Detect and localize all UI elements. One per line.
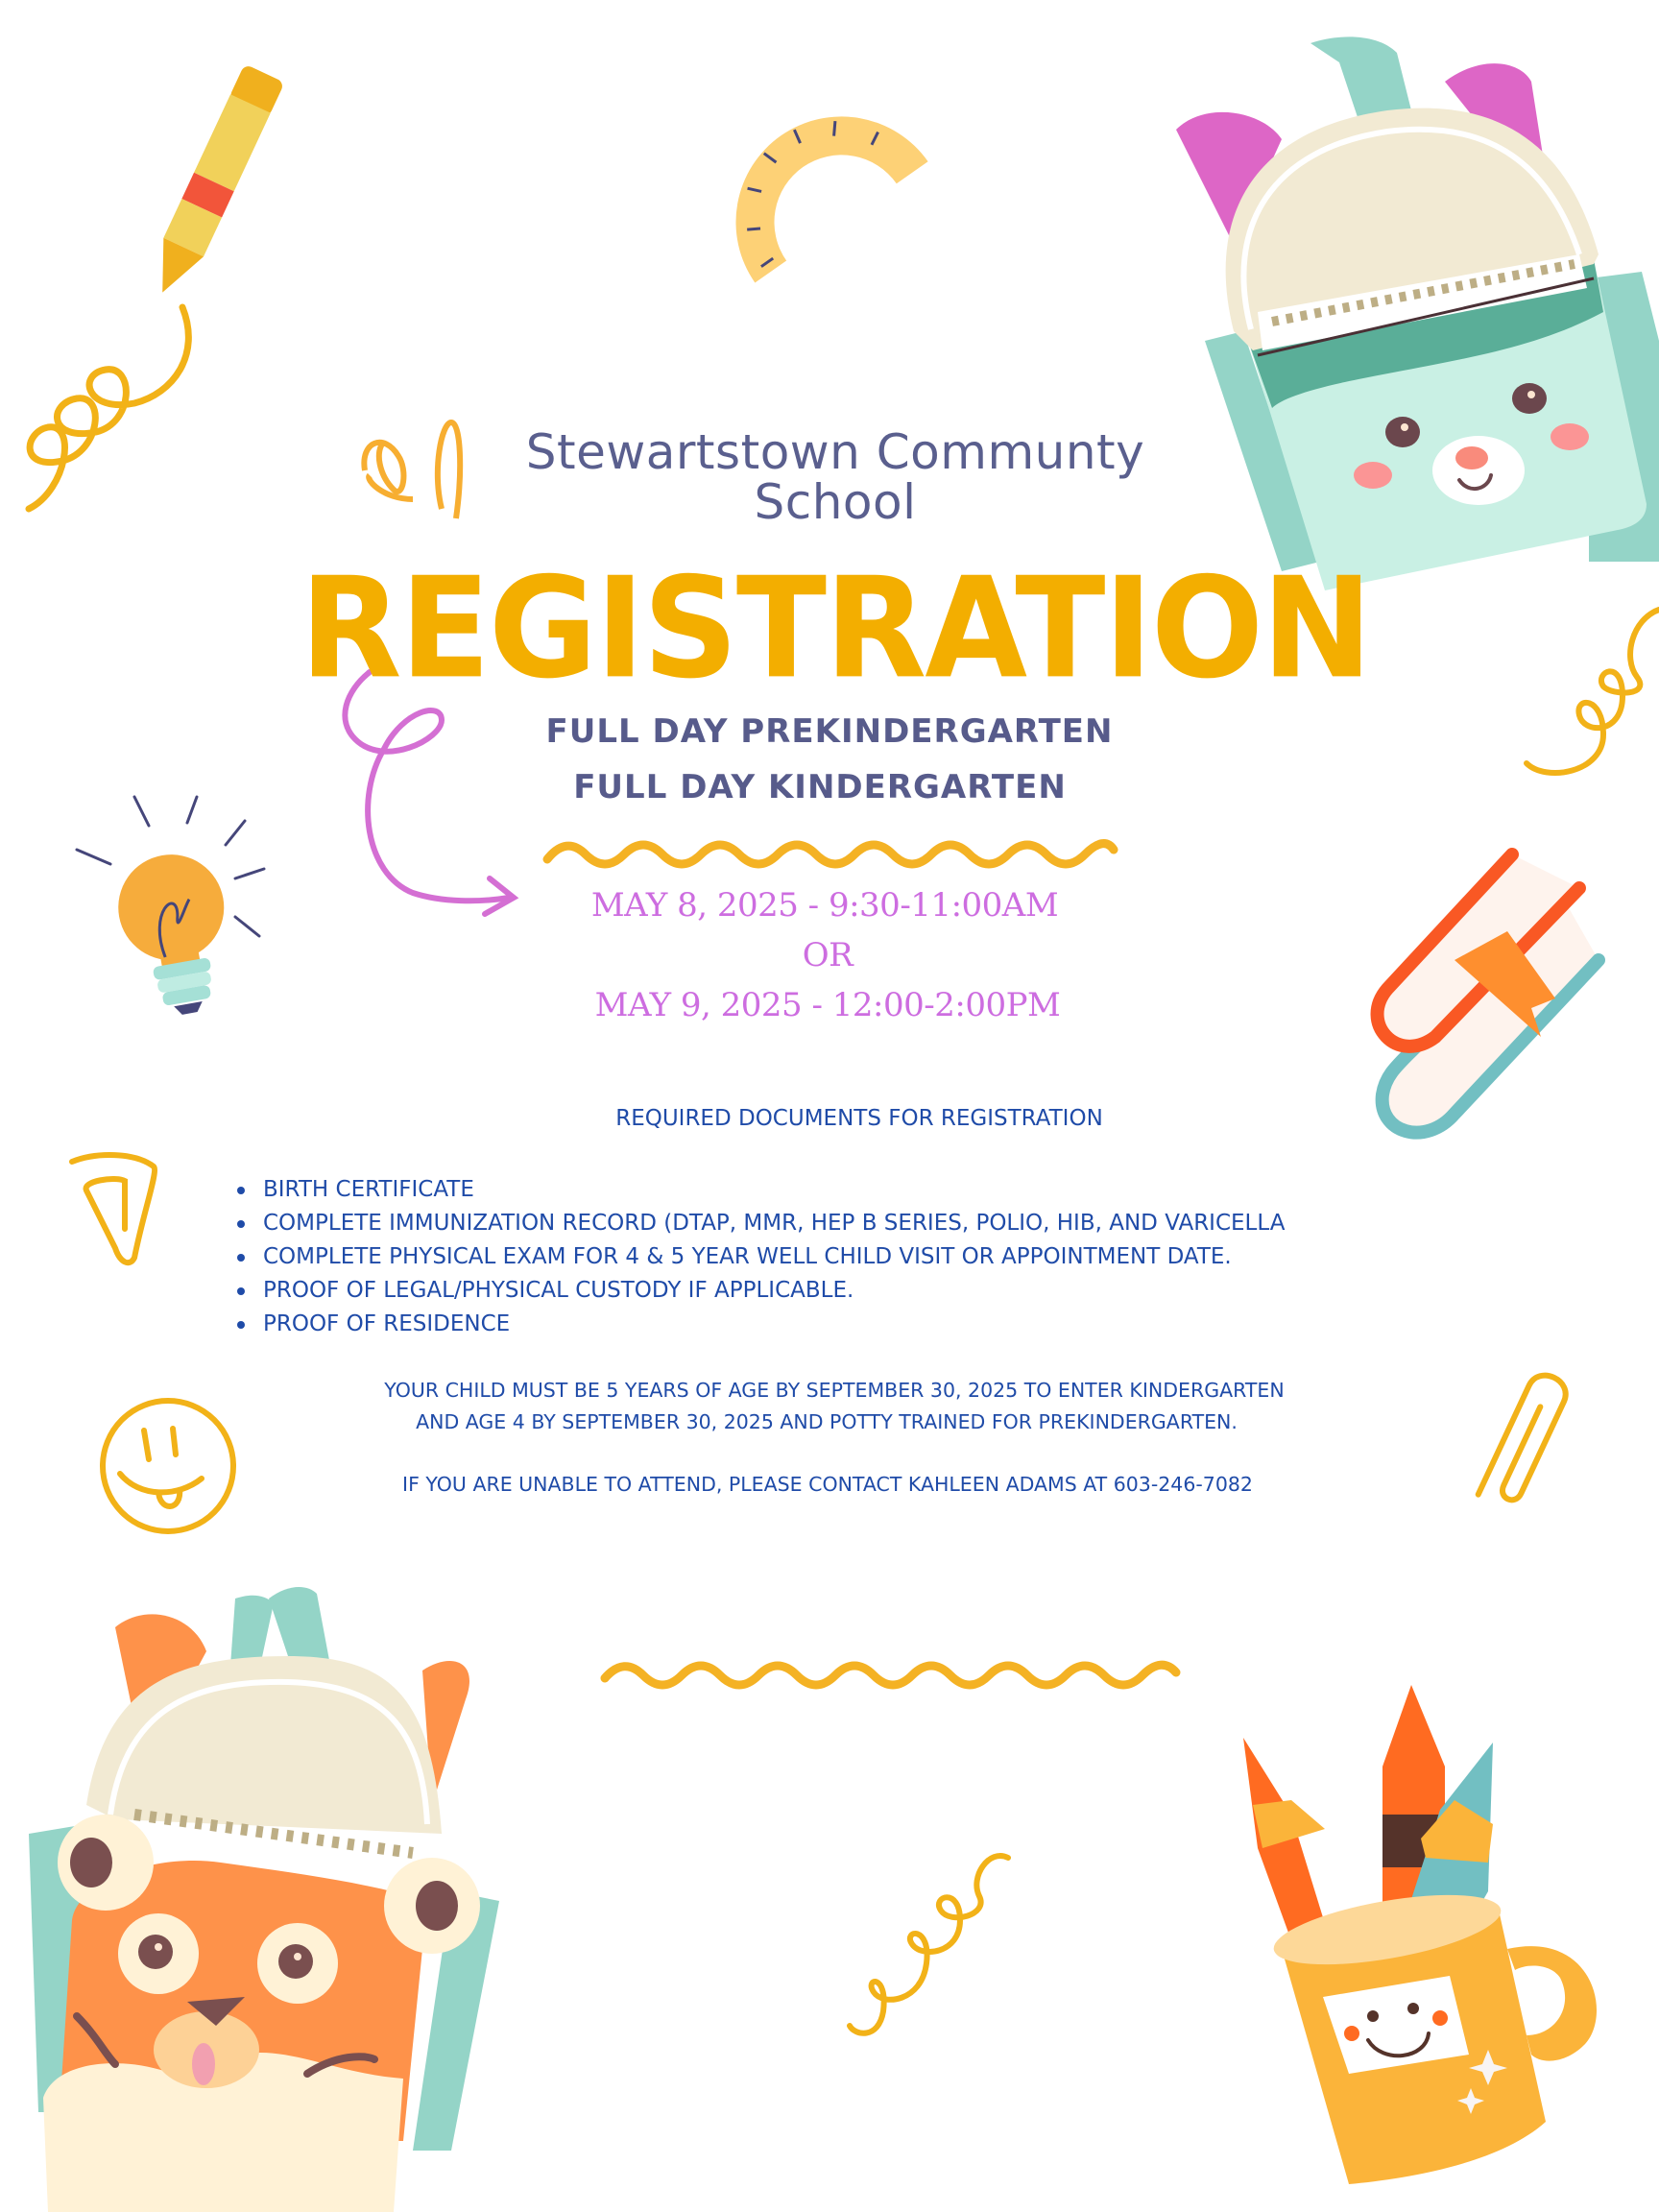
list-item: COMPLETE IMMUNIZATION RECORD (DTAP, MMR, HEP B SERIES, POLIO, HIB, AND VARICELLA [263,1207,1285,1240]
contact-info: IF YOU ARE UNABLE TO ATTEND, PLEASE CONTACT KAHLEEN ADAMS AT 603-246-7082 [402,1473,1253,1496]
list-item: BIRTH CERTIFICATE [263,1173,1285,1207]
spiral-doodle-icon [845,1839,1018,2050]
required-documents-list [228,1173,1285,1341]
crayon-icon [144,53,288,312]
protractor-icon [715,91,946,312]
school-name-line2: School [754,474,917,530]
program-prekindergarten: FULL DAY PREKINDERGARTEN [545,712,1114,751]
pencil-cup-icon [1210,1671,1659,2212]
wavy-divider-icon [542,830,1118,878]
session-separator: OR [802,936,854,974]
school-name [451,424,1219,530]
eligibility-line-1: YOUR CHILD MUST BE 5 YEARS OF AGE BY SEPTEMBER 30, 2025 TO ENTER KINDERGARTEN [384,1379,1285,1402]
list-item: PROOF OF RESIDENCE [263,1308,1285,1341]
wavy-divider-icon [600,1651,1181,1699]
spiral-doodle-icon [10,288,221,538]
raccoon-backpack-icon [1166,24,1659,600]
list-item: COMPLETE PHYSICAL EXAM FOR 4 & 5 YEAR WELL CHILD VISIT OR APPOINTMENT DATE. [263,1240,1285,1274]
session-option-2: MAY 9, 2025 - 12:00-2:00PM [594,986,1061,1024]
school-name-line1: Stewartstown Communty [525,424,1145,480]
program-kindergarten: FULL DAY KINDERGARTEN [573,768,1067,806]
requirements-heading: REQUIRED DOCUMENTS FOR REGISTRATION [615,1106,1103,1131]
list-item: PROOF OF LEGAL/PHYSICAL CUSTODY IF APPLICABLE. [263,1274,1285,1308]
tiger-backpack-icon [0,1575,576,2212]
paperclip-icon [58,1142,173,1277]
eligibility-line-2: AND AGE 4 BY SEPTEMBER 30, 2025 AND POTTY TRAINED FOR PREKINDERGARTEN. [416,1410,1238,1433]
page-title: REGISTRATION [300,546,1371,709]
session-option-1: MAY 8, 2025 - 9:30-11:00AM [590,886,1059,925]
